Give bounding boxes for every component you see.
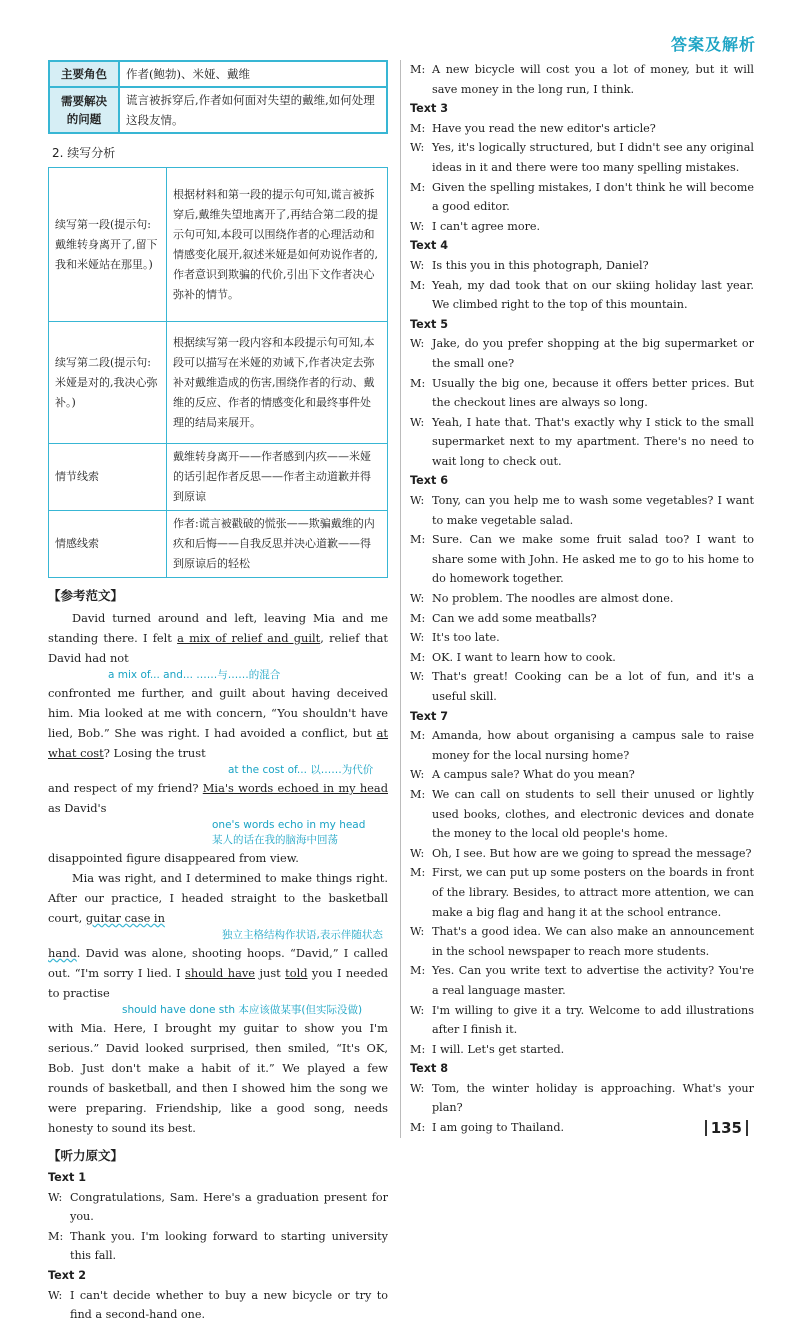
table-row: [49, 61, 387, 87]
essay-text: you I needed to practise: [48, 966, 388, 1000]
speaker-label: W:: [48, 1190, 63, 1204]
speaker-label: M:: [410, 729, 426, 743]
dialogue-text: Yeah, my dad took that on our skiing holiday last year. We climbed right to the top of this mountain.: [432, 278, 754, 312]
text-label: Text 3: [410, 102, 448, 116]
dialogue-text: Can we add some meatballs?: [432, 611, 597, 625]
dialogue-line: [410, 276, 754, 315]
dialogue-line: [410, 648, 754, 668]
speaker-label: W:: [410, 219, 425, 233]
dialogue-line: [410, 844, 754, 864]
dialogue-line: [410, 922, 754, 961]
essay-text: , relief that David had not: [48, 631, 389, 665]
page-header-title: 答案及解析: [670, 35, 756, 54]
speaker-label: W:: [410, 592, 425, 606]
dialogue-line: [410, 1040, 754, 1060]
speaker-label: W:: [410, 337, 425, 351]
speaker-label: W:: [410, 925, 425, 939]
speaker-label: M:: [410, 180, 426, 194]
table-cell: 戴维转身离开——作者感到内疚——米娅的话引起作者反思——作者主动道歉并得到原谅: [167, 444, 388, 511]
speaker-label: M:: [410, 63, 426, 76]
listening-heading: 【听力原文】: [48, 1148, 124, 1163]
essay-text: confronted me further, and guilt about having deceived him. Mia looked at me with concern, “You shouldn't have lied, Bob.” She was right. I had avoided a conflict, but: [48, 686, 388, 740]
dialogue-line: [410, 863, 754, 922]
speaker-label: M:: [410, 376, 426, 390]
essay-phrase: hand: [48, 946, 77, 960]
speaker-label: M:: [410, 278, 426, 292]
speaker-label: W:: [48, 1288, 63, 1302]
dialogue-text: Tom, the winter holiday is approaching. What's your plan?: [432, 1081, 754, 1115]
table-header-cell: 需要解决的问题: [49, 87, 119, 133]
transcript-continued: [410, 60, 754, 99]
dialogue-line: [410, 765, 754, 785]
table-cell: 谎言被拆穿后,作者如何面对失望的戴维,如何处理这段友情。: [119, 87, 387, 133]
essay-text: Mia was right, and I determined to make things right. After our practice, I headed straight to the basketball court,: [48, 871, 388, 925]
dialogue-text: I can't agree more.: [432, 219, 541, 233]
speaker-label: W:: [410, 631, 425, 645]
dialogue-line: [410, 667, 754, 706]
essay-phrase: should have: [185, 966, 256, 980]
dialogue-text: No problem. The noodles are almost done.: [432, 592, 674, 606]
dialogue-text: Jake, do you prefer shopping at the big supermarket or the small one?: [432, 337, 754, 370]
dialogue-text: Tony, can you help me to wash some vegetables? I want to make vegetable salad.: [432, 494, 754, 527]
transcript-left: [48, 1168, 388, 1325]
table-header-cell: 主要角色: [49, 61, 119, 87]
annotation: 某人的话在我的脑海中回荡: [212, 834, 338, 846]
dialogue-text: I am going to Thailand.: [432, 1121, 565, 1135]
essay-text: as David's: [48, 801, 107, 815]
text-label: Text 8: [410, 1062, 448, 1076]
dialogue-line: [410, 1001, 754, 1040]
section-label: 2. 续写分析: [52, 146, 116, 160]
speaker-label: W:: [410, 141, 425, 155]
dialogue-text: Have you read the new editor's article?: [432, 121, 656, 135]
transcript-right: [410, 99, 754, 1137]
speaker-label: M:: [410, 1042, 426, 1056]
annotation: should have done sth 本应该做某事(但实际没做): [122, 1004, 363, 1016]
table-cell: 根据续写第一段内容和本段提示句可知,本段可以描写在米娅的劝诫下,作者决定去弥补对戴维造成的伤害,围绕作者的行动、戴维的反应、作者的情感变化和最终事件处理的结局来展开。: [167, 322, 388, 444]
right-column: [410, 60, 754, 1138]
essay-paragraph: [48, 608, 388, 868]
dialogue-line: [410, 374, 754, 413]
dialogue-text: Oh, I see. But how are we going to spread the message?: [432, 846, 752, 860]
dialogue-line: [410, 961, 754, 1000]
speaker-label: W:: [410, 670, 425, 684]
dialogue-text: I will. Let's get started.: [432, 1042, 565, 1056]
text-label: Text 5: [410, 317, 448, 331]
annotation: one's words echo in my head: [212, 819, 366, 831]
dialogue-line: [410, 628, 754, 648]
table-cell: 根据材料和第一段的提示句可知,谎言被拆穿后,戴维失望地离开了,再结合第二段的提示句可知,本段可以围绕作者的心理活动和情感变化展开,叙述米娅是如何劝说作者的,作者意识到欺骗的代价,引出下文作者决心弥补的情节。: [167, 168, 388, 322]
roles-table: [48, 60, 388, 134]
table-key-cell: 续写第一段(提示句:戴维转身离开了,留下我和米娅站在那里。): [49, 168, 167, 322]
essay-text: David turned around and left, leaving Mia and me standing there. I felt: [48, 611, 388, 645]
dialogue-text: A new bicycle will cost you a lot of money, but it will save money in the long run, I think.: [432, 63, 754, 96]
speaker-label: W:: [410, 1081, 425, 1095]
annotation: 独立主格结构作状语,表示伴随状态: [222, 929, 383, 941]
dialogue-text: Thank you. I'm looking forward to starting university this fall.: [70, 1229, 388, 1263]
dialogue-text: I can't decide whether to buy a new bicycle or try to find a second-hand one.: [70, 1288, 388, 1322]
speaker-label: W:: [410, 846, 425, 860]
speaker-label: W:: [410, 494, 425, 508]
table-row: [49, 444, 388, 511]
essay-phrase: a mix of relief and guilt: [177, 631, 321, 645]
dialogue-line: [410, 491, 754, 530]
annotation: a mix of... and... ……与……的混合: [108, 669, 281, 681]
essay-text: disappointed figure disappeared from view.: [48, 851, 299, 865]
essay-phrase: told: [285, 966, 308, 980]
text-label: Text 7: [410, 709, 448, 723]
table-row: [49, 322, 388, 444]
essay-heading: 【参考范文】: [48, 588, 124, 603]
speaker-label: W:: [410, 768, 425, 782]
left-column: [48, 60, 388, 1325]
text-label: Text 6: [410, 474, 448, 488]
dialogue-text: A campus sale? What do you mean?: [432, 768, 635, 782]
dialogue-line: [410, 334, 754, 373]
table-cell: 作者:谎言被戳破的慌张——欺骗戴维的内疚和后悔——自我反思并决心道歉——得到原谅后的轻松: [167, 511, 388, 578]
dialogue-text: Usually the big one, because it offers better prices. But the checkout lines are always so long.: [432, 376, 754, 410]
dialogue-text: It's too late.: [432, 631, 500, 645]
text-label: Text 2: [48, 1268, 86, 1282]
dialogue-line: [48, 1227, 388, 1266]
dialogue-text: Yes. Can you write text to advertise the activity? You're a real language master.: [432, 964, 754, 997]
page-number: 135: [705, 1120, 748, 1136]
speaker-label: W:: [410, 1003, 425, 1017]
dialogue-text: Congratulations, Sam. Here's a graduation present for you.: [70, 1190, 388, 1224]
speaker-label: M:: [410, 533, 426, 547]
table-row: [49, 168, 388, 322]
dialogue-text: Sure. Can we make some fruit salad too? I want to share some with John. He asked me to go to his home to do homework together.: [432, 533, 754, 586]
speaker-label: W:: [410, 258, 425, 272]
model-essay: [48, 608, 388, 1138]
essay-paragraph: [48, 868, 388, 1138]
dialogue-text: Yeah, I hate that. That's exactly why I stick to the small supermarket next to my apartment. There's no need to wait long to check out.: [432, 415, 754, 468]
dialogue-text: Is this you in this photograph, Daniel?: [432, 258, 649, 272]
column-divider: [400, 60, 401, 1138]
dialogue-line: [410, 530, 754, 589]
essay-text: . David was alone, shooting hoops. “David,” I called out. “I'm sorry I lied. I: [48, 946, 388, 980]
analysis-table: [48, 167, 388, 578]
essay-text: and respect of my friend?: [48, 781, 203, 795]
essay-phrase: guitar case in: [85, 911, 165, 925]
text-label: Text 1: [48, 1171, 86, 1184]
dialogue-line: [410, 138, 754, 177]
speaker-label: M:: [410, 650, 426, 664]
speaker-label: M:: [410, 121, 426, 135]
dialogue-line: [410, 60, 754, 99]
dialogue-text: Given the spelling mistakes, I don't think he will become a good editor.: [432, 180, 754, 214]
dialogue-line: [48, 1188, 388, 1227]
dialogue-line: [410, 726, 754, 765]
dialogue-text: Yes, it's logically structured, but I didn't see any original ideas in it and there were too many spelling mistakes.: [432, 141, 754, 174]
essay-phrase: Mia's words echoed in my head: [202, 781, 388, 795]
table-row: [49, 511, 388, 578]
speaker-label: M:: [410, 611, 426, 625]
speaker-label: M:: [410, 964, 426, 978]
speaker-label: M:: [48, 1229, 64, 1243]
dialogue-line: [410, 589, 754, 609]
essay-phrase: at what cost: [48, 726, 388, 760]
dialogue-line: [410, 119, 754, 139]
speaker-label: M:: [410, 1121, 426, 1135]
dialogue-text: That's a good idea. We can also make an announcement in the school newspaper to reach more students.: [432, 925, 754, 958]
text-label: Text 4: [410, 239, 448, 253]
dialogue-line: [410, 217, 754, 237]
dialogue-line: [410, 256, 754, 276]
dialogue-line: [410, 1079, 754, 1118]
table-row: [49, 87, 387, 133]
table-key-cell: 情感线索: [49, 511, 167, 578]
essay-text: ? Losing the trust: [103, 746, 206, 760]
annotation: at the cost of... 以……为代价: [228, 764, 374, 776]
speaker-label: W:: [410, 415, 425, 429]
dialogue-text: I'm willing to give it a try. Welcome to add illustrations after I finish it.: [432, 1003, 754, 1037]
dialogue-line: [410, 785, 754, 844]
dialogue-line: [410, 178, 754, 217]
dialogue-line: [410, 413, 754, 472]
dialogue-text: We can call on students to sell their unused or lightly used books, clothes, and electronic devices and donate the money to the local old people's home.: [432, 787, 754, 841]
dialogue-line: [410, 1118, 754, 1138]
speaker-label: M:: [410, 787, 426, 801]
speaker-label: M:: [410, 866, 426, 880]
essay-text: just: [255, 966, 286, 980]
table-cell: 作者(鲍勃)、米娅、戴维: [119, 61, 387, 87]
essay-text: with Mia. Here, I brought my guitar to show you I'm serious.” David looked surprised, then smiled, “It's OK, Bob. Just don't make a habit of it.” We played a few rounds of basketball, and then I showed him the song we were preparing. Friendship, like a good song, needs honesty to sound its best.: [48, 1021, 388, 1135]
dialogue-line: [48, 1286, 388, 1325]
dialogue-text: First, we can put up some posters on the boards in front of the library. Besides, to attract more attention, we can make a big flag and hang it at the school entrance.: [432, 866, 754, 919]
dialogue-line: [410, 609, 754, 629]
dialogue-text: That's great! Cooking can be a lot of fun, and it's a useful skill.: [432, 670, 754, 703]
table-key-cell: 情节线索: [49, 444, 167, 511]
dialogue-text: Amanda, how about organising a campus sale to raise money for the local nursing home?: [432, 729, 754, 762]
table-key-cell: 续写第二段(提示句:米娅是对的,我决心弥补。): [49, 322, 167, 444]
dialogue-text: OK. I want to learn how to cook.: [432, 650, 616, 664]
